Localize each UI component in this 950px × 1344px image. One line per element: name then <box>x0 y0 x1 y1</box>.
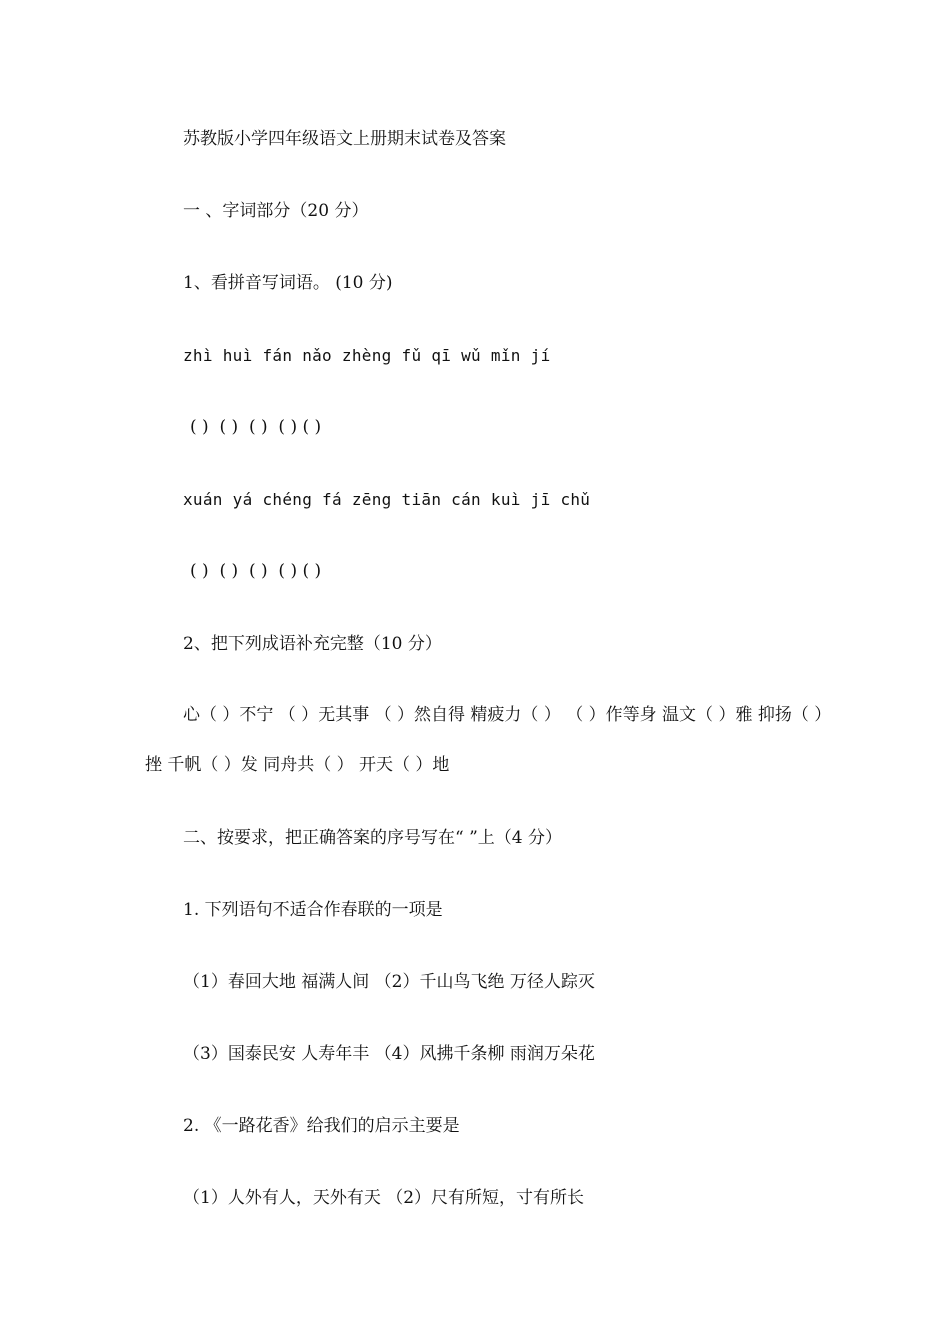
answer-blanks-row-1: ( ) ( ) ( ) ( ) ( ) <box>190 417 322 437</box>
section-2-question-1: 1. 下列语句不适合作春联的一项是 <box>183 900 443 920</box>
pinyin-row-1: zhì huì fán nǎo zhèng fǔ qī wǔ mǐn jí <box>183 346 551 365</box>
section-2-question-2-options-a: （1）人外有人，天外有天 （2）尺有所短，寸有所长 <box>183 1188 585 1208</box>
question-2-heading: 2、把下列成语补充完整（10 分） <box>183 634 442 654</box>
section-2-question-1-options-b: （3）国泰民安 人寿年丰 （4）风拂千条柳 雨润万朵花 <box>183 1044 595 1064</box>
section-2-question-2: 2. 《一路花香》给我们的启示主要是 <box>183 1116 460 1136</box>
idiom-completion-paragraph: 心（ ）不宁 （ ）无其事 （ ）然自得 精疲力（ ） （ ）作等身 温文（ ）雅 抑扬（ ）挫 千帆（ ）发 同舟共（ ） 开天（ ）地 <box>145 705 823 775</box>
document-title: 苏教版小学四年级语文上册期末试卷及答案 <box>183 129 506 149</box>
pinyin-row-2: xuán yá chéng fá zēng tiān cán kuì jī chǔ <box>183 490 591 509</box>
section-2-heading: 二、按要求，把正确答案的序号写在“ ”上（4 分） <box>183 828 563 848</box>
question-1-heading: 1、看拼音写词语。 (10 分) <box>183 273 393 293</box>
section-2-question-1-options-a: （1）春回大地 福满人间 （2）千山鸟飞绝 万径人踪灭 <box>183 972 595 992</box>
answer-blanks-row-2: ( ) ( ) ( ) ( ) ( ) <box>190 561 322 581</box>
section-1-heading: 一 、字词部分（20 分） <box>183 201 369 221</box>
